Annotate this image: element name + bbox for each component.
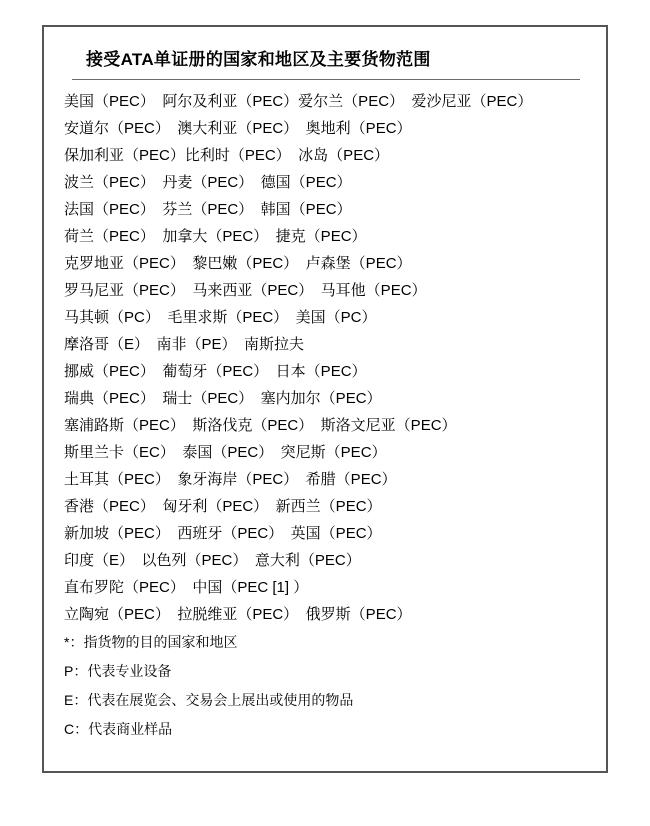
list-item: 新加坡（PEC） 西班牙（PEC） 英国（PEC）: [64, 525, 382, 542]
list-item: 土耳其（PEC） 象牙海岸（PEC） 希腊（PEC）: [64, 471, 397, 488]
list-item: 瑞典（PEC） 瑞士（PEC） 塞内加尔（PEC）: [64, 390, 382, 407]
list-item: 荷兰（PEC） 加拿大（PEC） 捷克（PEC）: [64, 228, 367, 245]
table-inner: [44, 27, 606, 754]
list-item: 摩洛哥（E） 南非（PE） 南斯拉夫: [64, 336, 305, 353]
list-item: 香港（PEC） 匈牙利（PEC） 新西兰（PEC）: [64, 498, 382, 515]
list-item: 保加利亚（PEC）比利时（PEC） 冰岛（PEC）: [64, 147, 390, 164]
legend-item: *：指货物的目的国家和地区: [64, 634, 238, 650]
list-item: 挪威（PEC） 葡萄牙（PEC） 日本（PEC）: [64, 363, 367, 380]
list-item: 马其顿（PC） 毛里求斯（PEC） 美国（PC）: [64, 309, 377, 326]
legend-list: [64, 628, 588, 744]
page-title: 接受ATA单证册的国家和地区及主要货物范围: [86, 50, 431, 69]
content-table: [42, 25, 608, 773]
list-item: 波兰（PEC） 丹麦（PEC） 德国（PEC）: [64, 174, 352, 191]
list-item: 斯里兰卡（EC） 泰国（PEC） 突尼斯（PEC）: [64, 444, 387, 461]
list-item: 立陶宛（PEC） 拉脱维亚（PEC） 俄罗斯（PEC）: [64, 606, 412, 623]
legend-item: P：代表专业设备: [64, 663, 172, 679]
list-item: 法国（PEC） 芬兰（PEC） 韩国（PEC）: [64, 201, 352, 218]
list-item: 美国（PEC） 阿尔及利亚（PEC）爱尔兰（PEC） 爱沙尼亚（PEC）: [64, 93, 533, 110]
title-divider: [72, 79, 580, 80]
list-item: 罗马尼亚（PEC） 马来西亚（PEC） 马耳他（PEC）: [64, 282, 427, 299]
legend-item: C：代表商业样品: [64, 721, 173, 737]
legend-item: E：代表在展览会、交易会上展出或使用的物品: [64, 692, 354, 708]
list-item: 印度（E） 以色列（PEC） 意大利（PEC）: [64, 552, 361, 569]
list-item: 直布罗陀（PEC） 中国（PEC [1] ）: [64, 579, 309, 596]
list-item: 克罗地亚（PEC） 黎巴嫩（PEC） 卢森堡（PEC）: [64, 255, 412, 272]
list-item: 塞浦路斯（PEC） 斯洛伐克（PEC） 斯洛文尼亚（PEC）: [64, 417, 457, 434]
list-item: 安道尔（PEC） 澳大利亚（PEC） 奥地利（PEC）: [64, 120, 412, 137]
entry-list: [64, 86, 588, 628]
